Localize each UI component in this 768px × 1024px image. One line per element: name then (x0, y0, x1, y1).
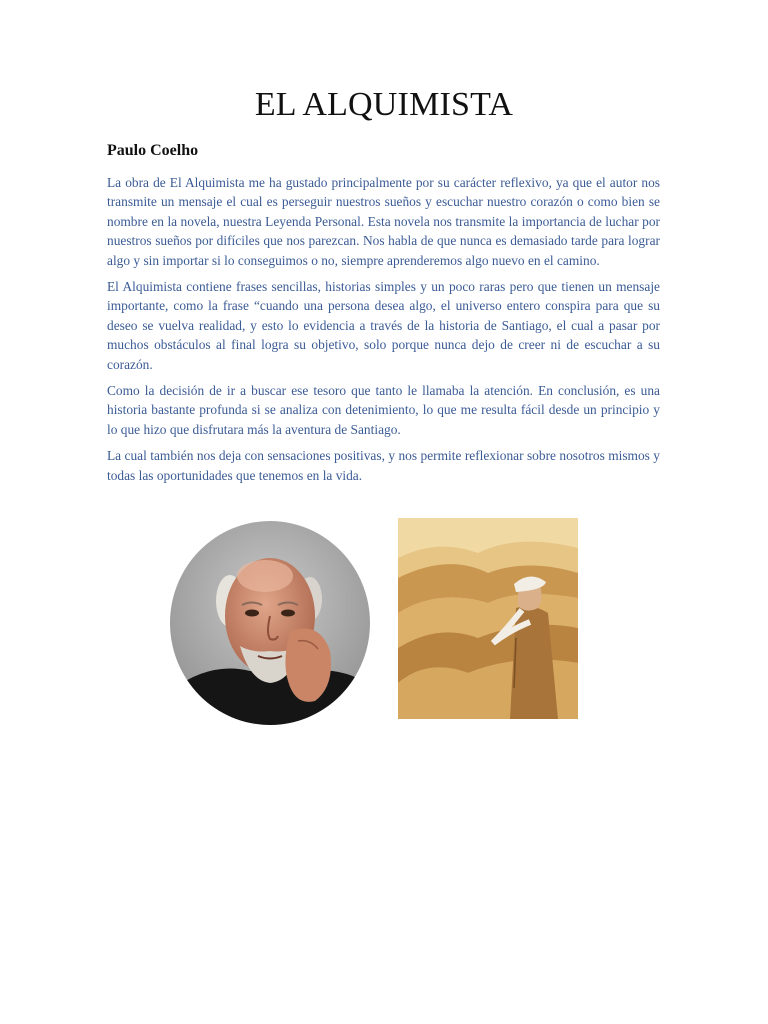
paragraph: La cual también nos deja con sensaciones positivas, y nos permite reflexionar sobre nosotros mismos y todas las oportunidades que tenemos en la vida. (107, 448, 660, 483)
author-name: Paulo Coelho (107, 142, 199, 159)
paragraph: Como la decisión de ir a buscar ese tesoro que tanto le llamaba la atención. En conclusión, es una historia bastante profunda si se analiza con detenimiento, lo que me resulta fácil desde un principio y lo que hizo que disfrutara más la aventura de Santiago. (107, 383, 660, 437)
paragraph: El Alquimista contiene frases sencillas, historias simples y un poco raras pero que tienen un mensaje importante, como la frase “cuando una persona desea algo, el universo entero conspira para que su deseo se vuelva realidad, y esto lo evidencia a través de la historia de Santiago, el cual a pasar por muchos obstáculos al final logra su objetivo, solo porque nunca dejo de creer ni de escuchar a su corazón. (107, 279, 660, 372)
paragraph: La obra de El Alquimista me ha gustado principalmente por su carácter reflexivo, ya que el autor nos transmite un mensaje el cual es perseguir nuestros sueños y escuchar nuestro corazón o como bien se nombre en la novela, nuestra Leyenda Personal. Esta novela nos transmite la importancia de luchar por nuestros sueños por difíciles que nos parezcan. Nos habla de que nunca es demasiado tarde para lograr algo y sin importar si lo conseguimos o no, siempre aprenderemos algo nuevo en el camino. (107, 175, 660, 268)
body-text (107, 173, 660, 492)
desert-boy-illustration (398, 518, 578, 719)
document-title: EL ALQUIMISTA (254, 86, 514, 123)
images-row (0, 518, 768, 728)
author-portrait-photo (170, 521, 370, 725)
